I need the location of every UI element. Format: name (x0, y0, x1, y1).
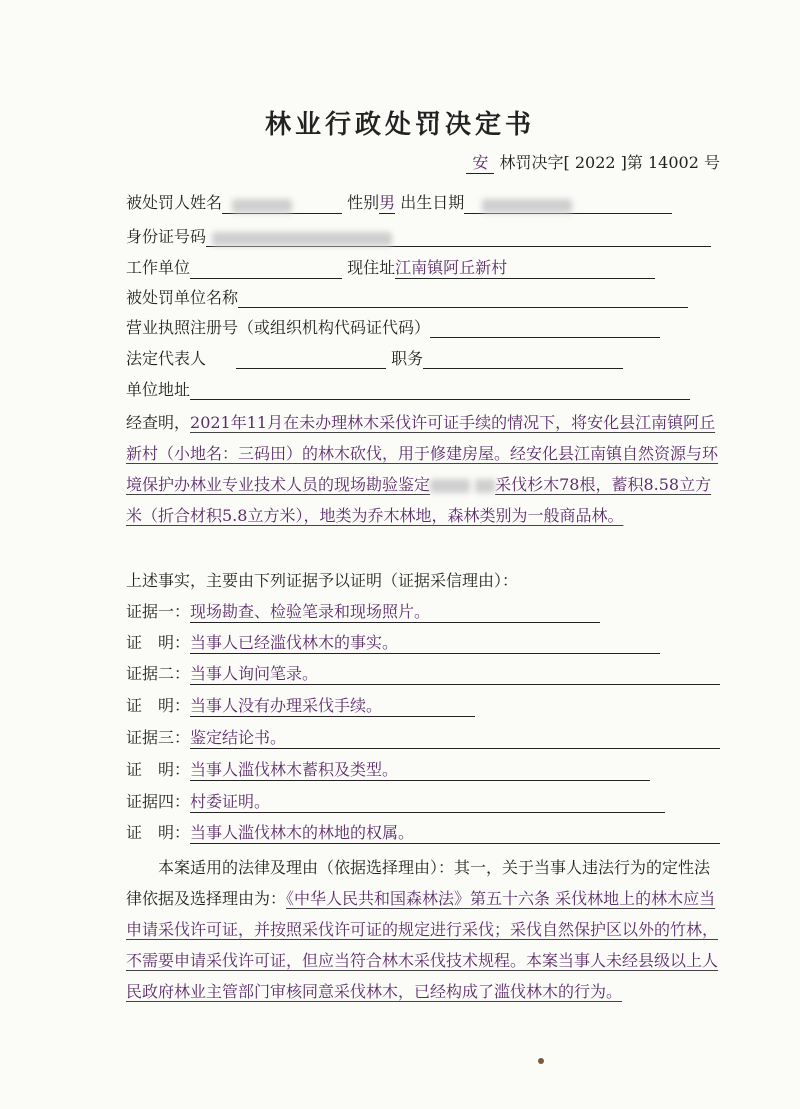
doc-no: 14002 (647, 153, 699, 172)
evidence-row (126, 602, 600, 623)
document-number (466, 150, 720, 174)
evidence-label: 证 明： (126, 633, 191, 652)
person-name-row (126, 193, 672, 214)
unit-address-row (126, 380, 690, 400)
work-blank (190, 260, 342, 279)
doc-suffix: 号 (703, 153, 720, 172)
evidence-label: 证据一： (126, 602, 191, 621)
evidence-label: 证 明： (126, 760, 191, 779)
name-blank (222, 195, 312, 214)
law-paragraph (126, 852, 720, 1007)
rep-blank (236, 350, 386, 369)
work-address-row (126, 258, 655, 279)
ink-speck (538, 1058, 544, 1064)
law-body: 《中华人民共和国森林法》第五十六条 采伐林地上的林木应当申请采伐许可证，并按照采伐许可证的规定进行采伐；采伐自然保护区以外的竹林，不需要申请采伐许可证，但应当符合林木采伐技术规程。本案当事人未经县级以上人民政府林业主管部门审核同意采伐林木，已经构成了滥伐林木的行为。 (126, 889, 719, 1001)
evidence-value: 村委证明。 (190, 792, 665, 813)
facts-body-2: 采伐杉木78根，蓄积8.58立方米（折合材积5.8立方米），地类为乔木林地，森林类别为一般商品林。 (126, 475, 712, 525)
unit-name-row (126, 288, 688, 308)
rep-label: 法定代表人 (126, 349, 207, 368)
evidence-row (126, 823, 720, 844)
evidence-value: 当事人已经滥伐林木的事实。 (190, 633, 660, 654)
license-row (126, 318, 660, 338)
facts-lead: 经查明， (126, 413, 191, 432)
evidence-value: 现场勘查、检验笔录和现场照片。 (190, 602, 600, 623)
id-blank (206, 228, 711, 247)
evidence-value: 当事人没有办理采伐手续。 (190, 696, 475, 717)
evidence-label: 证据四： (126, 792, 191, 811)
id-label: 身份证号码 (126, 227, 207, 246)
evidence-label: 证据二： (126, 664, 191, 683)
birth-label: 出生日期 (400, 193, 465, 212)
evidence-value: 当事人滥伐林木蓄积及类型。 (190, 760, 650, 781)
name-label: 被处罚人姓名 (126, 193, 223, 212)
doc-prefix: 安 (466, 153, 494, 174)
facts-body-1: 2021年11月在未办理林木采伐许可证手续的情况下，将安化县江南镇阿丘新村（小地名：三码田）的林木砍伐，用于修建房屋。经安化县江南镇自然资源与环境保护办林业专业技术人员的现场勘验鉴定 (126, 413, 719, 494)
unit-address-label: 单位地址 (126, 380, 191, 399)
evidence-row (126, 664, 720, 685)
address-value: 江南镇阿丘新村 (395, 258, 655, 279)
evidence-label: 证 明： (126, 823, 191, 842)
facts-paragraph (126, 407, 720, 531)
work-label: 工作单位 (126, 258, 191, 277)
document-title: 林业行政处罚决定书 (264, 110, 535, 140)
gender-label: 性别 (347, 193, 380, 212)
evidence-value: 当事人询问笔录。 (190, 664, 720, 685)
doc-middle: 林罚决字[ 2022 ]第 (499, 153, 643, 172)
evidence-row (126, 728, 720, 749)
evidence-intro: 上述事实，主要由下列证据予以证明（证据采信理由）： (126, 571, 519, 590)
evidence-value: 鉴定结论书。 (190, 728, 720, 749)
position-blank (423, 350, 623, 369)
unit-address-blank (190, 381, 690, 400)
evidence-row (126, 760, 650, 781)
gender-value: 男 (379, 193, 396, 212)
id-row (126, 227, 711, 247)
evidence-row (126, 633, 660, 654)
evidence-value: 当事人滥伐林木的林地的权属。 (190, 823, 720, 844)
unit-name-label: 被处罚单位名称 (126, 288, 239, 307)
rep-row (126, 349, 623, 369)
license-blank (430, 319, 660, 338)
evidence-row (126, 696, 475, 717)
law-intro: 本案适用的法律及理由（依据选择理由）：其一，关于当事人违法行为的定性法律依据及选择理由为： (126, 858, 711, 908)
address-label: 现住址 (347, 258, 396, 277)
unit-name-blank (238, 289, 688, 308)
evidence-label: 证 明： (126, 696, 191, 715)
birth-blank (464, 195, 672, 214)
position-label: 职务 (391, 349, 424, 368)
evidence-row (126, 792, 665, 813)
evidence-label: 证据三： (126, 728, 191, 747)
license-label: 营业执照注册号（或组织机构代码证代码） (126, 318, 431, 337)
